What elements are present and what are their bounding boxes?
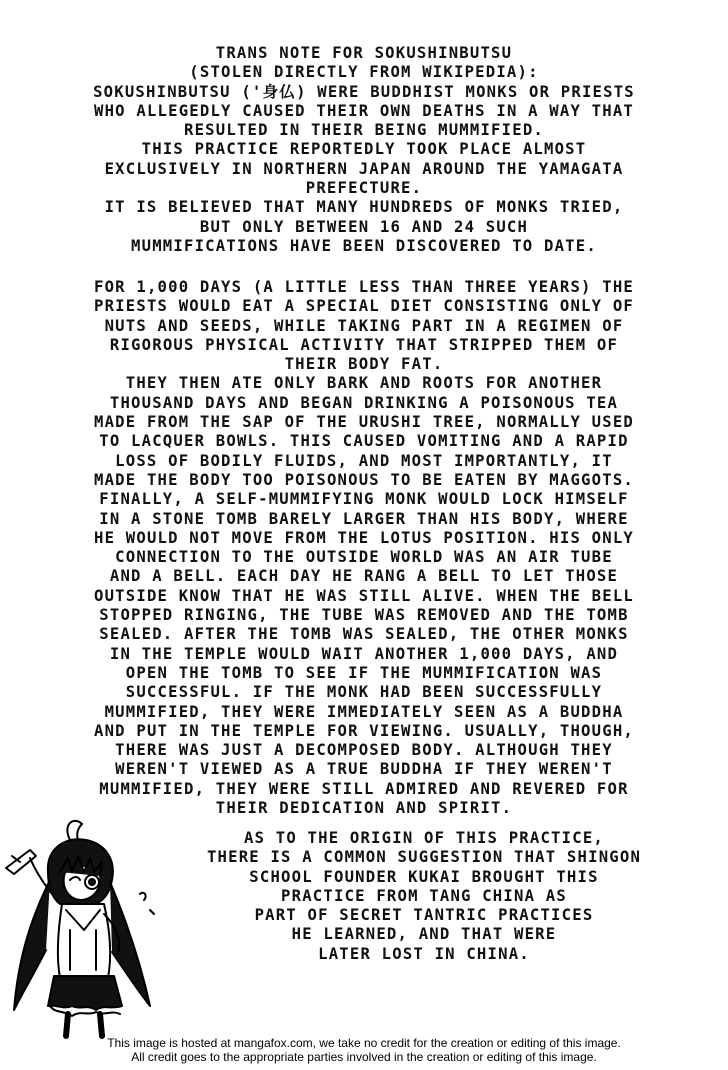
text-line: (STOLEN DIRECTLY FROM WIKIPEDIA):	[189, 63, 539, 82]
text-line: MUMMIFIED, THEY WERE IMMEDIATELY SEEN AS A BUDDHA	[104, 702, 624, 721]
text-line: IN A STONE TOMB BARELY LARGER THAN HIS BODY, WHERE	[99, 509, 629, 528]
text-line: AND A BELL. EACH DAY HE RANG A BELL TO LET THOSE	[109, 567, 619, 586]
text-line: SCHOOL FOUNDER KUKAI BROUGHT THIS	[249, 867, 599, 886]
text-line: PRACTICE FROM TANG CHINA AS	[281, 886, 567, 905]
text-line: MUMMIFIED, THEY WERE STILL ADMIRED AND REVERED FOR	[99, 779, 629, 798]
text-line: OPEN THE TOMB TO SEE IF THE MUMMIFICATION WAS	[125, 663, 603, 682]
text-line: WHO ALLEGEDLY CAUSED THEIR OWN DEATHS IN A WAY THAT	[94, 101, 634, 120]
text-line: EXCLUSIVELY IN NORTHERN JAPAN AROUND THE YAMAGATA	[104, 159, 624, 178]
text-line: THERE IS A COMMON SUGGESTION THAT SHINGON	[206, 848, 642, 867]
text-line: THEIR BODY FAT.	[284, 355, 444, 374]
text-line: TO LACQUER BOWLS. THIS CAUSED VOMITING AND A RAPID	[99, 432, 629, 451]
disclaimer-line: All credit goes to the appropriate parties involved in the creation or editing of this image.	[131, 1050, 597, 1064]
trans-note-process	[0, 278, 728, 818]
text-line: THEIR DEDICATION AND SPIRIT.	[215, 799, 513, 818]
text-line: NUTS AND SEEDS, WHILE TAKING PART IN A REGIMEN OF	[104, 316, 624, 335]
text-line: THERE WAS JUST A DECOMPOSED BODY. ALTHOUGH THEY	[115, 741, 613, 760]
text-line: MUMMIFICATIONS HAVE BEEN DISCOVERED TO DATE.	[131, 236, 597, 255]
text-line: AND PUT IN THE TEMPLE FOR VIEWING. USUALLY, THOUGH,	[94, 721, 634, 740]
text-line: RESULTED IN THEIR BEING MUMMIFIED.	[184, 121, 544, 140]
text-line: PART OF SECRET TANTRIC PRACTICES	[254, 906, 594, 925]
text-line: CONNECTION TO THE OUTSIDE WORLD WAS AN AIR TUBE	[115, 548, 613, 567]
text-line: PRIESTS WOULD EAT A SPECIAL DIET CONSISTING ONLY OF	[94, 297, 634, 316]
text-line: LOSS OF BODILY FLUIDS, AND MOST IMPORTANTLY, IT	[115, 451, 613, 470]
text-line: FINALLY, A SELF-MUMMIFYING MONK WOULD LOCK HIMSELF	[99, 490, 629, 509]
chibi-character-illustration	[0, 810, 180, 1040]
trans-note-origin	[120, 829, 728, 964]
text-line: AS TO THE ORIGIN OF THIS PRACTICE,	[244, 829, 604, 847]
text-line: IT IS BELIEVED THAT MANY HUNDREDS OF MONKS TRIED,	[104, 198, 624, 217]
text-line: FOR 1,000 DAYS (A LITTLE LESS THAN THREE YEARS) THE	[94, 278, 634, 296]
text-line: BUT ONLY BETWEEN 16 AND 24 SUCH	[199, 217, 529, 236]
text-line: MADE FROM THE SAP OF THE URUSHI TREE, NORMALLY USED	[94, 413, 634, 432]
text-line: WEREN'T VIEWED AS A TRUE BUDDHA IF THEY WEREN'T	[115, 760, 613, 779]
text-line: THOUSAND DAYS AND BEGAN DRINKING A POISONOUS TEA	[109, 393, 619, 412]
text-line: IN THE TEMPLE WOULD WAIT ANOTHER 1,000 DAYS, AND	[109, 644, 619, 663]
hosting-disclaimer	[0, 1036, 728, 1064]
text-line: THEY THEN ATE ONLY BARK AND ROOTS FOR ANOTHER	[125, 374, 603, 393]
text-line: RIGOROUS PHYSICAL ACTIVITY THAT STRIPPED THEM OF	[109, 335, 619, 354]
text-line: HE WOULD NOT MOVE FROM THE LOTUS POSITION. HIS ONLY	[94, 528, 634, 547]
text-line: STOPPED RINGING, THE TUBE WAS REMOVED AND THE TOMB	[99, 606, 629, 625]
text-line: LATER LOST IN CHINA.	[318, 944, 530, 963]
text-line: SOKUSHINBUTSU ('身仏) WERE BUDDHIST MONKS OR PRIESTS	[93, 82, 635, 101]
text-line: THIS PRACTICE REPORTEDLY TOOK PLACE ALMOST	[141, 140, 587, 159]
disclaimer-line: This image is hosted at mangafox.com, we take no credit for the creation or editing of this image.	[107, 1036, 621, 1050]
text-line: MADE THE BODY TOO POISONOUS TO BE EATEN BY MAGGOTS.	[94, 470, 634, 489]
text-line: HE LEARNED, AND THAT WERE	[291, 925, 557, 944]
text-line: TRANS NOTE FOR SOKUSHINBUTSU	[215, 44, 513, 62]
text-line: PREFECTURE.	[305, 179, 423, 198]
text-line: SEALED. AFTER THE TOMB WAS SEALED, THE OTHER MONKS	[99, 625, 629, 644]
text-line: OUTSIDE KNOW THAT HE WAS STILL ALIVE. WHEN THE BELL	[94, 586, 634, 605]
trans-note-intro	[0, 44, 728, 256]
text-line: SUCCESSFUL. IF THE MONK HAD BEEN SUCCESSFULLY	[125, 683, 603, 702]
